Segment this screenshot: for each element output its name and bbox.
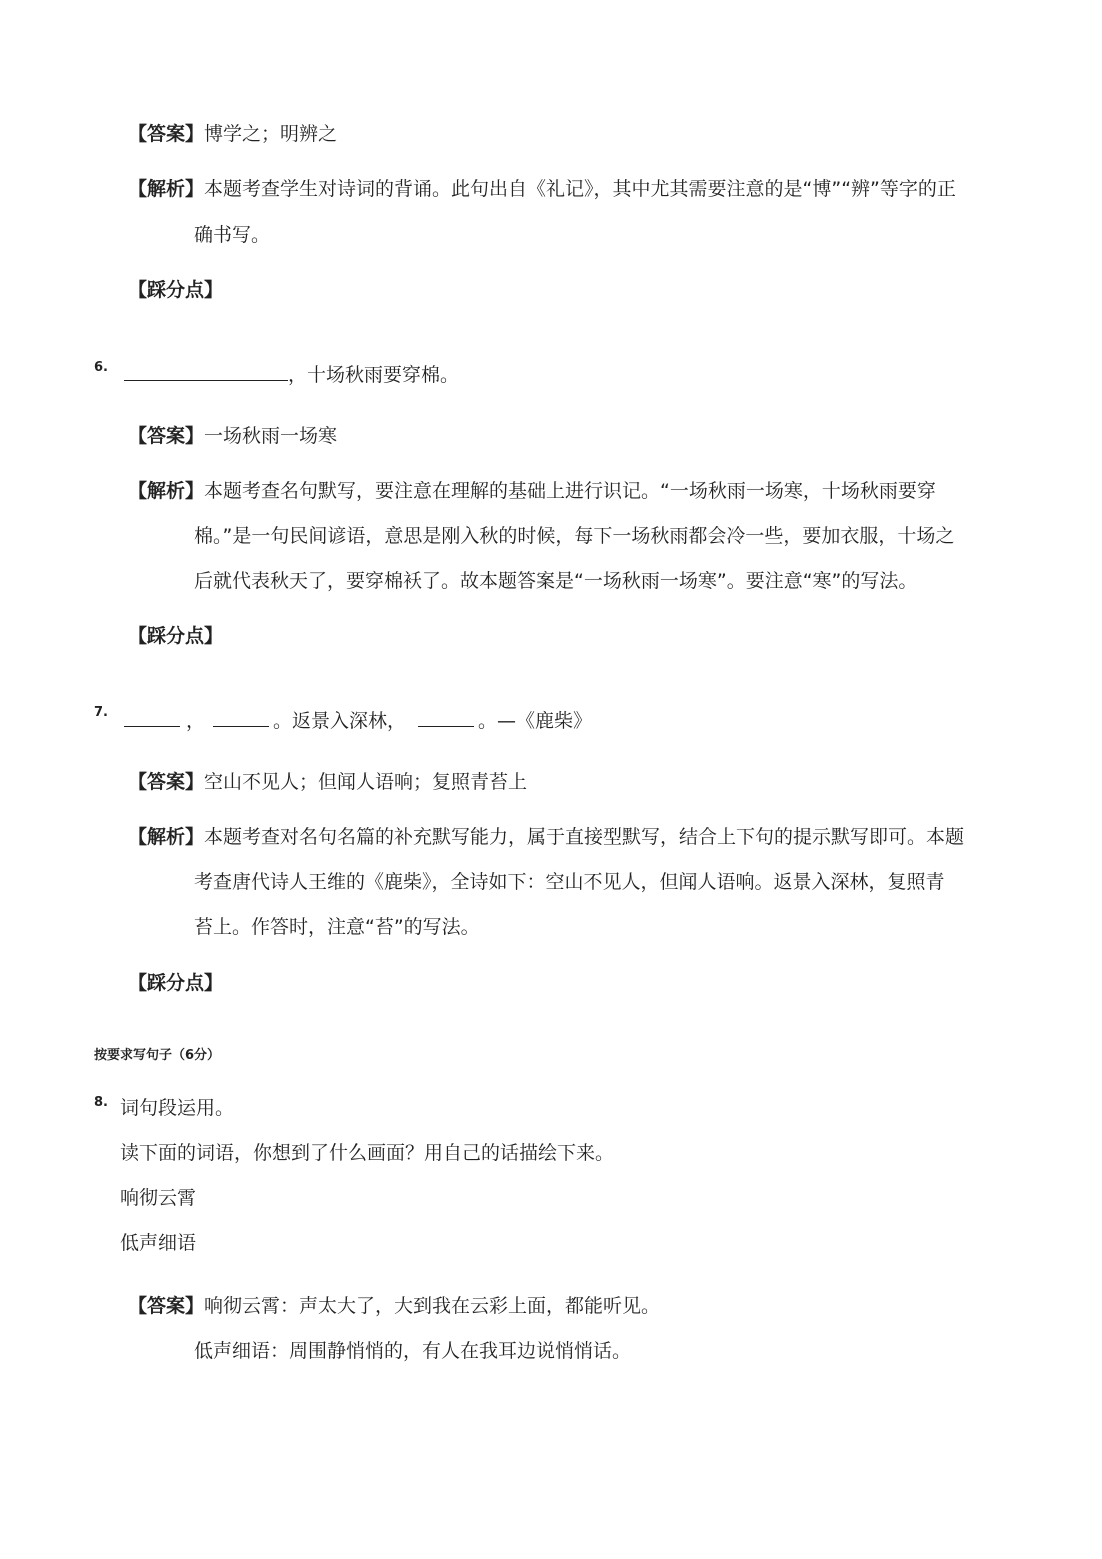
q8-number: 8. — [94, 1095, 108, 1110]
q5-analysis-line1: 本题考查学生对诗词的背诵。此句出自《礼记》，其中尤其需要注意的是“博”“辨”等字的正 — [204, 178, 956, 200]
q5-analysis-line2: 确书写。 — [194, 224, 271, 246]
q7-analysis-row — [128, 824, 964, 850]
q6-stem — [124, 360, 459, 388]
q8-line1: 词句段运用。 — [120, 1097, 235, 1119]
q6-analysis-row — [128, 478, 936, 504]
q8-line2: 读下面的词语，你想到了什么画面？用自己的话描绘下来。 — [120, 1142, 615, 1164]
q7-stem-sep1: ， — [186, 710, 206, 732]
q7-stem-end: 。—《鹿柴》 — [478, 710, 593, 732]
analysis-label: 【解析】 — [128, 178, 205, 200]
q8-word2: 低声细语 — [120, 1232, 197, 1254]
q7-blank-3[interactable] — [418, 706, 474, 727]
q7-scoring-label: 【踩分点】 — [128, 972, 224, 994]
q6-analysis-line1: 本题考查名句默写，要注意在理解的基础上进行识记。“一场秋雨一场寒，十场秋雨要穿 — [204, 480, 936, 502]
answer-label: 【答案】 — [128, 1295, 205, 1317]
q8-answer-row — [128, 1293, 660, 1319]
q7-blank-2[interactable] — [213, 706, 269, 727]
section-title: 按要求写句子（6分） — [94, 1048, 221, 1063]
q7-analysis-line3: 苔上。作答时，注意“苔”的写法。 — [194, 916, 480, 938]
q6-answer-row — [128, 423, 337, 449]
q7-answer-text: 空山不见人；但闻人语响；复照青苔上 — [204, 771, 528, 793]
q5-scoring-label: 【踩分点】 — [128, 279, 224, 301]
q6-number: 6. — [94, 360, 108, 375]
q7-analysis-line1: 本题考查对名句名篇的补充默写能力，属于直接型默写，结合上下句的提示默写即可。本题 — [204, 826, 965, 848]
q7-answer-row — [128, 769, 527, 795]
q6-analysis-line3: 后就代表秋天了，要穿棉袄了。故本题答案是“一场秋雨一场寒”。要注意“寒”的写法。 — [194, 570, 918, 592]
q5-answer-row — [128, 121, 337, 147]
q7-number: 7. — [94, 705, 108, 720]
q5-answer-text: 博学之；明辨之 — [204, 123, 338, 145]
q7-stem — [124, 706, 592, 734]
q7-stem-mid: 。返景入深林， — [273, 710, 407, 732]
q8-answer-line2: 低声细语：周围静悄悄的，有人在我耳边说悄悄话。 — [194, 1340, 632, 1362]
q6-scoring-label: 【踩分点】 — [128, 625, 224, 647]
q5-analysis-row — [128, 176, 956, 202]
q6-stem-text: ，十场秋雨要穿棉。 — [288, 364, 460, 386]
answer-label: 【答案】 — [128, 425, 205, 447]
q6-answer-text: 一场秋雨一场寒 — [204, 425, 338, 447]
answer-label: 【答案】 — [128, 771, 205, 793]
q8-word1: 响彻云霄 — [120, 1187, 197, 1209]
q6-analysis-line2: 棉。”是一句民间谚语，意思是刚入秋的时候，每下一场秋雨都会冷一些，要加衣服，十场之 — [194, 525, 955, 547]
q7-blank-1[interactable] — [124, 706, 180, 727]
q8-answer-line1: 响彻云霄：声太大了，大到我在云彩上面，都能听见。 — [204, 1295, 661, 1317]
analysis-label: 【解析】 — [128, 480, 205, 502]
q7-analysis-line2: 考查唐代诗人王维的《鹿柴》，全诗如下：空山不见人，但闻人语响。返景入深林，复照青 — [194, 871, 945, 893]
analysis-label: 【解析】 — [128, 826, 205, 848]
answer-label: 【答案】 — [128, 123, 205, 145]
q6-blank[interactable] — [124, 360, 288, 381]
